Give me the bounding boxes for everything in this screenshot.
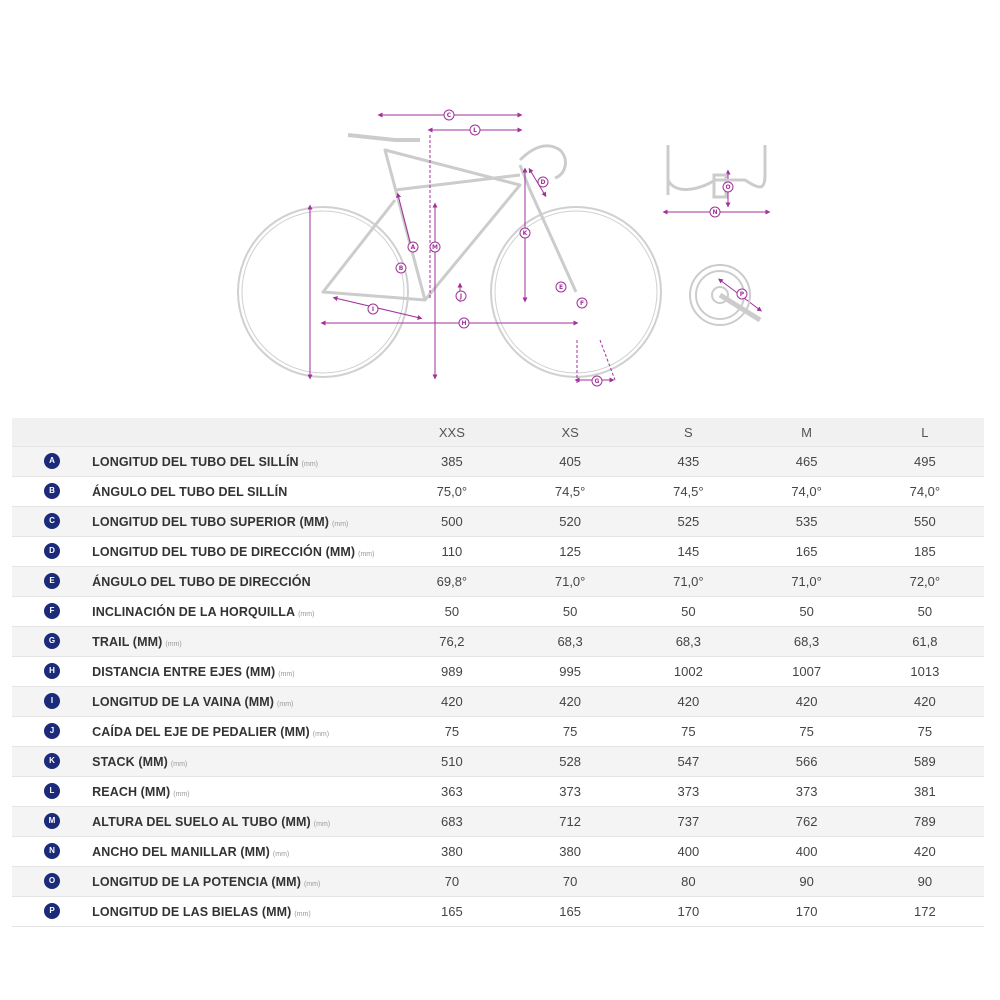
value-cell: 550: [866, 507, 984, 537]
label-j: [456, 291, 466, 301]
table-row: [12, 807, 984, 837]
value-cell: 90: [747, 867, 865, 897]
size-header: M: [747, 418, 865, 447]
badge-cell: [12, 807, 92, 837]
table-row: [12, 897, 984, 927]
row-label: LONGITUD DEL TUBO DEL SILLÍN: [92, 454, 299, 469]
value-cell: 420: [511, 687, 629, 717]
svg-text:H: H: [461, 320, 467, 327]
badge-cell: [12, 747, 92, 777]
label-cell: [92, 597, 393, 627]
row-unit: (mm): [303, 880, 321, 888]
label-cell: [92, 777, 393, 807]
value-cell: 75: [393, 717, 511, 747]
badge-cell: [12, 537, 92, 567]
row-label: ALTURA DEL SUELO AL TUBO (MM): [92, 814, 311, 829]
table-row: [12, 567, 984, 597]
value-cell: 525: [629, 507, 747, 537]
value-cell: 70: [393, 867, 511, 897]
size-header: XXS: [393, 418, 511, 447]
svg-text:C: C: [446, 112, 452, 119]
row-label: DISTANCIA ENTRE EJES (MM): [92, 664, 276, 679]
value-cell: 712: [511, 807, 629, 837]
svg-text:E: E: [558, 284, 564, 291]
label-cell: [92, 477, 393, 507]
value-cell: 528: [511, 747, 629, 777]
badge-cell: [12, 507, 92, 537]
row-badge: N: [44, 843, 60, 859]
value-cell: 90: [866, 867, 984, 897]
label-l: [470, 125, 480, 135]
row-badge: B: [44, 483, 60, 499]
row-badge: K: [44, 753, 60, 769]
value-cell: 74,5°: [629, 477, 747, 507]
value-cell: 50: [393, 597, 511, 627]
value-cell: 1007: [747, 657, 865, 687]
value-cell: 500: [393, 507, 511, 537]
table-row: [12, 477, 984, 507]
value-cell: 789: [866, 807, 984, 837]
row-label: LONGITUD DEL TUBO SUPERIOR (MM): [92, 514, 330, 529]
value-cell: 75,0°: [393, 477, 511, 507]
svg-text:D: D: [540, 179, 546, 186]
value-cell: 50: [747, 597, 865, 627]
row-unit: (mm): [301, 460, 318, 468]
value-cell: 400: [747, 837, 865, 867]
row-badge: H: [44, 663, 60, 679]
value-cell: 547: [629, 747, 747, 777]
row-unit: (mm): [298, 610, 315, 618]
label-cell: [92, 567, 393, 597]
value-cell: 381: [866, 777, 984, 807]
row-badge: A: [44, 453, 60, 469]
row-badge: C: [44, 513, 60, 529]
value-cell: 420: [866, 687, 984, 717]
bike-frame: [323, 135, 576, 300]
value-cell: 61,8: [866, 627, 984, 657]
badge-cell: [12, 867, 92, 897]
value-cell: 520: [511, 507, 629, 537]
svg-text:B: B: [398, 265, 404, 272]
value-cell: 566: [747, 747, 865, 777]
row-label: TRAIL (MM): [92, 634, 163, 649]
value-cell: 380: [393, 837, 511, 867]
label-cell: [92, 717, 393, 747]
svg-text:G: G: [594, 378, 600, 385]
value-cell: 74,5°: [511, 477, 629, 507]
label-f: [577, 298, 587, 308]
row-badge: G: [44, 633, 60, 649]
header-blank: [12, 418, 92, 447]
table-row: [12, 627, 984, 657]
table-row: [12, 537, 984, 567]
table-row: [12, 867, 984, 897]
table-row: [12, 597, 984, 627]
value-cell: 373: [511, 777, 629, 807]
bike-geometry-svg: [0, 0, 1000, 410]
label-i: [368, 304, 378, 314]
row-badge: O: [44, 873, 60, 889]
row-label: CAÍDA DEL EJE DE PEDALIER (MM): [92, 724, 310, 739]
row-badge: F: [44, 603, 60, 619]
label-a: [408, 242, 418, 252]
table-row: [12, 777, 984, 807]
geometry-table: [12, 418, 984, 927]
badge-cell: [12, 657, 92, 687]
label-cell: [92, 687, 393, 717]
value-cell: 683: [393, 807, 511, 837]
svg-text:O: O: [725, 184, 731, 191]
value-cell: 589: [866, 747, 984, 777]
crankset-view: [690, 265, 760, 325]
svg-text:L: L: [473, 127, 477, 134]
value-cell: 435: [629, 447, 747, 477]
label-cell: [92, 837, 393, 867]
label-n: [710, 207, 720, 217]
svg-text:F: F: [579, 300, 585, 307]
value-cell: 172: [866, 897, 984, 927]
value-cell: 465: [747, 447, 865, 477]
row-unit: (mm): [165, 640, 182, 648]
badge-cell: [12, 837, 92, 867]
svg-text:A: A: [410, 244, 416, 251]
label-e: [556, 282, 566, 292]
value-cell: 75: [866, 717, 984, 747]
badge-cell: [12, 687, 92, 717]
size-header: L: [866, 418, 984, 447]
value-cell: 71,0°: [629, 567, 747, 597]
label-c: [444, 110, 454, 120]
value-cell: 165: [747, 537, 865, 567]
label-cell: [92, 747, 393, 777]
row-badge: P: [44, 903, 60, 919]
value-cell: 737: [629, 807, 747, 837]
svg-text:M: M: [432, 244, 438, 251]
value-cell: 69,8°: [393, 567, 511, 597]
value-cell: 50: [511, 597, 629, 627]
value-cell: 420: [393, 687, 511, 717]
row-label: LONGITUD DE LAS BIELAS (MM): [92, 904, 292, 919]
value-cell: 420: [866, 837, 984, 867]
value-cell: 76,2: [393, 627, 511, 657]
row-label: LONGITUD DE LA POTENCIA (MM): [92, 874, 301, 889]
label-cell: [92, 627, 393, 657]
row-label: LONGITUD DEL TUBO DE DIRECCIÓN (MM): [92, 544, 356, 559]
table-row: [12, 747, 984, 777]
value-cell: 363: [393, 777, 511, 807]
value-cell: 75: [629, 717, 747, 747]
value-cell: 68,3: [511, 627, 629, 657]
table-header-row: [12, 418, 984, 447]
label-cell: [92, 867, 393, 897]
value-cell: 185: [866, 537, 984, 567]
label-m: [430, 242, 440, 252]
row-label: STACK (MM): [92, 754, 168, 769]
row-badge: M: [44, 813, 60, 829]
svg-text:N: N: [712, 209, 718, 216]
row-label: INCLINACIÓN DE LA HORQUILLA: [92, 604, 296, 619]
value-cell: 68,3: [629, 627, 747, 657]
row-unit: (mm): [358, 550, 375, 558]
value-cell: 762: [747, 807, 865, 837]
table-row: [12, 447, 984, 477]
value-cell: 373: [747, 777, 865, 807]
row-unit: (mm): [294, 910, 311, 918]
value-cell: 1002: [629, 657, 747, 687]
row-label: REACH (MM): [92, 784, 171, 799]
svg-text:J: J: [459, 293, 463, 300]
row-badge: D: [44, 543, 60, 559]
svg-text:P: P: [739, 291, 745, 298]
row-label: ÁNGULO DEL TUBO DE DIRECCIÓN: [92, 574, 311, 589]
value-cell: 995: [511, 657, 629, 687]
table-row: [12, 717, 984, 747]
value-cell: 495: [866, 447, 984, 477]
svg-text:I: I: [371, 306, 375, 313]
label-cell: [92, 657, 393, 687]
size-header: S: [629, 418, 747, 447]
label-cell: [92, 507, 393, 537]
label-cell: [92, 897, 393, 927]
value-cell: 165: [393, 897, 511, 927]
table-row: [12, 507, 984, 537]
value-cell: 380: [511, 837, 629, 867]
label-g: [592, 376, 602, 386]
dimension-lines: [310, 115, 768, 385]
header-blank: [92, 418, 393, 447]
value-cell: 74,0°: [866, 477, 984, 507]
value-cell: 145: [629, 537, 747, 567]
value-cell: 110: [393, 537, 511, 567]
value-cell: 1013: [866, 657, 984, 687]
badge-cell: [12, 717, 92, 747]
value-cell: 420: [629, 687, 747, 717]
size-header: XS: [511, 418, 629, 447]
label-o: [723, 182, 733, 192]
value-cell: 125: [511, 537, 629, 567]
value-cell: 385: [393, 447, 511, 477]
row-unit: (mm): [170, 760, 188, 768]
label-k: [520, 228, 530, 238]
badge-cell: [12, 567, 92, 597]
value-cell: 420: [747, 687, 865, 717]
value-cell: 80: [629, 867, 747, 897]
badge-cell: [12, 627, 92, 657]
value-cell: 170: [747, 897, 865, 927]
value-cell: 50: [866, 597, 984, 627]
value-cell: 510: [393, 747, 511, 777]
label-h: [459, 318, 469, 328]
value-cell: 71,0°: [747, 567, 865, 597]
badge-cell: [12, 597, 92, 627]
value-cell: 50: [629, 597, 747, 627]
value-cell: 68,3: [747, 627, 865, 657]
label-cell: [92, 537, 393, 567]
row-unit: (mm): [278, 670, 295, 678]
row-label: ÁNGULO DEL TUBO DEL SILLÍN: [92, 484, 288, 499]
value-cell: 165: [511, 897, 629, 927]
value-cell: 70: [511, 867, 629, 897]
label-cell: [92, 807, 393, 837]
row-unit: (mm): [277, 700, 294, 708]
value-cell: 373: [629, 777, 747, 807]
badge-cell: [12, 447, 92, 477]
row-label: LONGITUD DE LA VAINA (MM): [92, 694, 275, 709]
row-badge: L: [44, 783, 60, 799]
handlebar-front-view: [668, 145, 765, 197]
label-d: [538, 177, 548, 187]
value-cell: 71,0°: [511, 567, 629, 597]
value-cell: 74,0°: [747, 477, 865, 507]
row-unit: (mm): [272, 850, 290, 858]
row-badge: J: [44, 723, 60, 739]
svg-text:K: K: [522, 230, 528, 237]
row-unit: (mm): [173, 790, 190, 798]
badge-cell: [12, 777, 92, 807]
value-cell: 400: [629, 837, 747, 867]
row-unit: (mm): [313, 820, 331, 828]
label-b: [396, 263, 406, 273]
row-unit: (mm): [332, 520, 349, 528]
bike-geometry-diagram: [0, 0, 1000, 410]
table-row: [12, 687, 984, 717]
table-row: [12, 837, 984, 867]
value-cell: 72,0°: [866, 567, 984, 597]
value-cell: 535: [747, 507, 865, 537]
value-cell: 989: [393, 657, 511, 687]
row-badge: E: [44, 573, 60, 589]
value-cell: 75: [747, 717, 865, 747]
row-badge: I: [44, 693, 60, 709]
row-label: ANCHO DEL MANILLAR (MM): [92, 844, 270, 859]
badge-cell: [12, 897, 92, 927]
badge-cell: [12, 477, 92, 507]
row-unit: (mm): [312, 730, 330, 738]
value-cell: 170: [629, 897, 747, 927]
label-p: [737, 289, 747, 299]
value-cell: 75: [511, 717, 629, 747]
value-cell: 405: [511, 447, 629, 477]
table-row: [12, 657, 984, 687]
label-cell: [92, 447, 393, 477]
